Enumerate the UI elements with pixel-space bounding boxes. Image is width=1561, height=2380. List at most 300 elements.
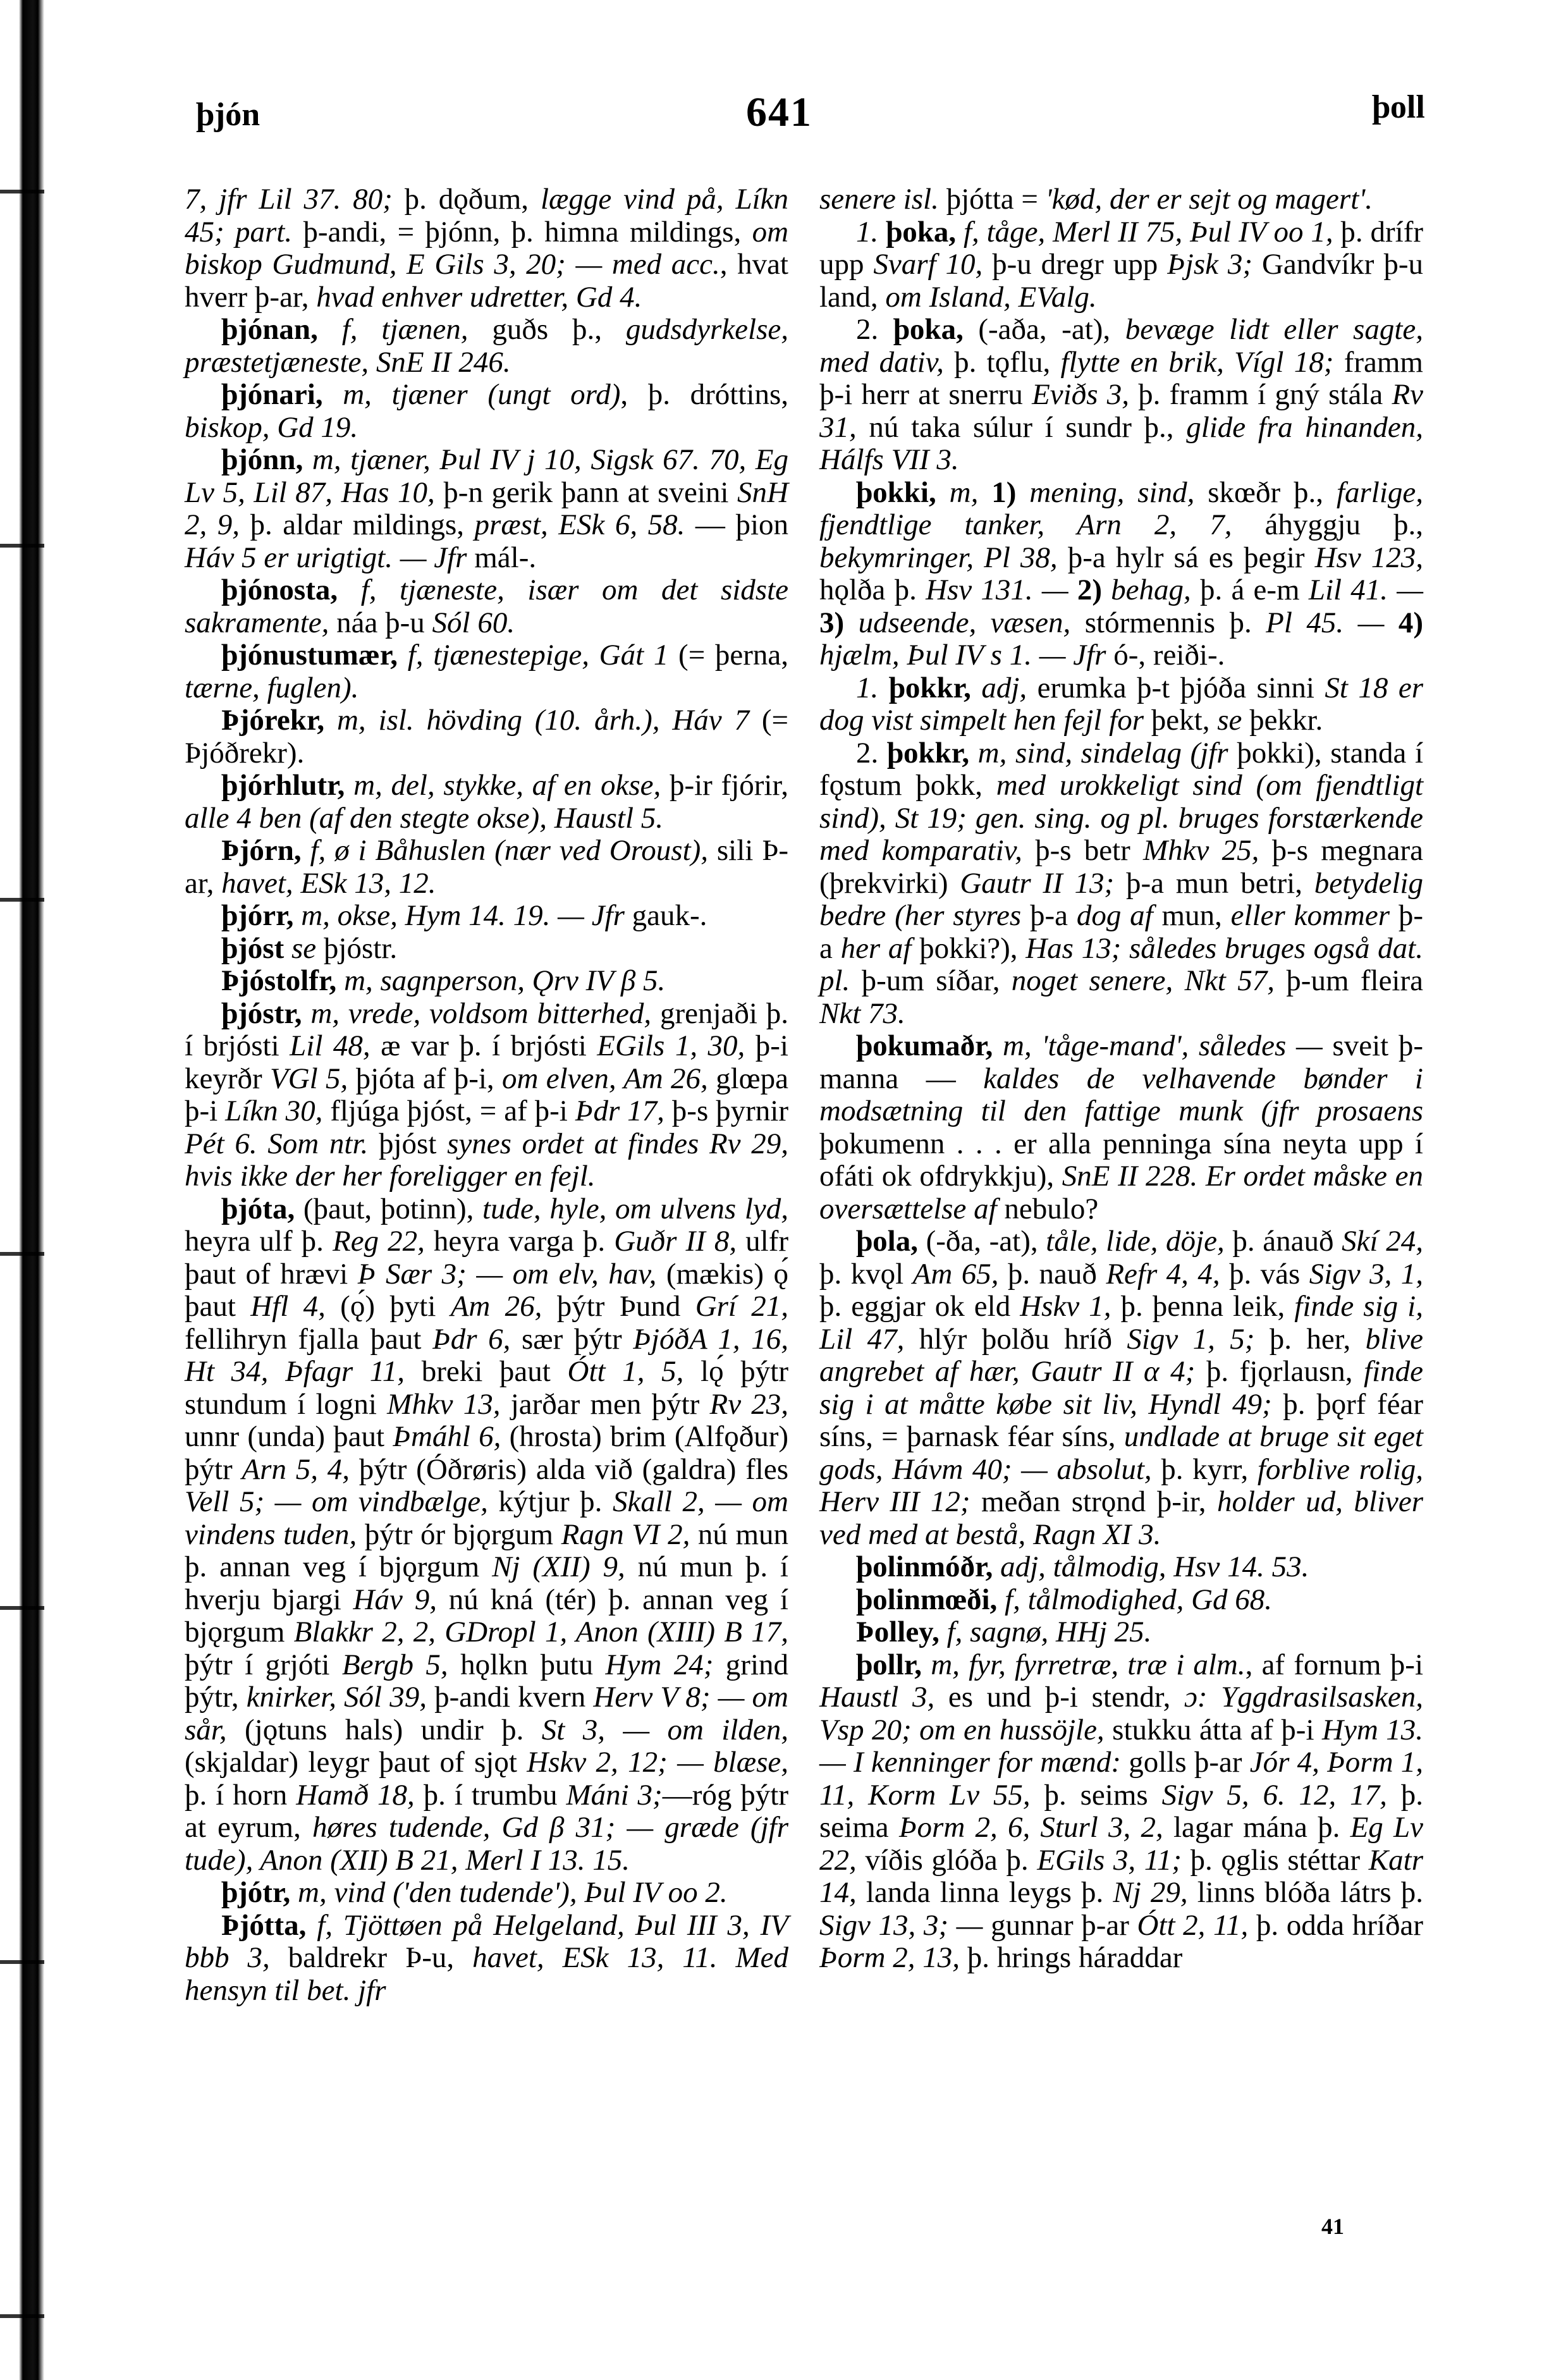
italic-text: m, vrede, voldsom bitterhed, — [302, 997, 652, 1030]
italic-text: her af — [840, 931, 912, 965]
text: heyra ulf þ. — [185, 1225, 333, 1258]
text: þekt, — [1144, 704, 1218, 737]
headword: þoka, — [893, 313, 964, 346]
italic-text: om elven, Am 26, — [501, 1062, 708, 1095]
text: nú kná (tér) þ. annan veg í bjǫrgum — [185, 1583, 788, 1648]
italic-text: flytte en brik, Vígl 18; — [1060, 345, 1334, 379]
text: þokumenn . . . er alla penninga sína neyta upp í ofáti ok ofdrykkju), — [819, 1127, 1423, 1193]
text: nú mun þ. annan veg í bjǫrgum — [185, 1518, 788, 1583]
text: , af fornum þ-i — [1245, 1648, 1423, 1681]
text: þ-a — [819, 899, 1424, 965]
text: þ. hrings háraddar — [959, 1941, 1183, 1974]
italic-text: havet, ESk 13, 12. — [221, 866, 436, 900]
text: þ. nauð — [998, 1257, 1106, 1291]
italic-text: Hym 13. — I kenninger for mænd: — [819, 1713, 1423, 1779]
italic-text: om Island, EValg. — [885, 280, 1097, 314]
dictionary-entry — [185, 770, 788, 835]
dictionary-entry — [819, 183, 1423, 216]
dictionary-entry — [819, 1616, 1423, 1649]
dictionary-entry — [819, 1584, 1423, 1617]
italic-text: Rv 23, — [709, 1387, 788, 1421]
text: 2. — [856, 736, 887, 770]
italic-text: Katr 14, — [819, 1843, 1423, 1909]
italic-text: havet, ESk 13, 11. Med hensyn til bet. jfr — [185, 1941, 788, 2007]
text: fljúga þjóst, = af þ-i — [322, 1095, 575, 1127]
text: þ. kyrr, — [1151, 1452, 1258, 1486]
dictionary-entry — [185, 965, 788, 998]
text: (mækis) ǫ́ þaut — [185, 1257, 789, 1323]
dictionary-entry — [819, 314, 1423, 477]
italic-text: dog af — [1076, 899, 1153, 932]
headword: 1) — [991, 475, 1017, 509]
dictionary-entry — [185, 835, 788, 900]
text: þýtr í grjóti — [185, 1648, 342, 1681]
text: hǫlkn þutu — [448, 1648, 606, 1681]
italic-text: Arn 5, 4, — [242, 1452, 350, 1486]
text: þ-i keyrðr — [185, 1029, 788, 1095]
italic-text: behag, — [1101, 574, 1191, 606]
headword: þoka, — [886, 215, 957, 248]
italic-text: Ótt 1, 5, — [567, 1355, 684, 1388]
italic-text: VGl 5, — [269, 1062, 348, 1095]
italic-text: hvad enhver udretter, Gd 4. — [316, 280, 642, 314]
text: þ-s betr — [1022, 834, 1144, 867]
italic-text: synes ordet at findes Rv 29, hvis ikke der her foreligger en fejl. — [185, 1127, 788, 1193]
dictionary-entry — [185, 183, 788, 314]
italic-text: f, Tjöttøen på Helgeland, Þul III 3, IV bbb 3, — [185, 1908, 788, 1974]
italic-text: Bergb 5, — [341, 1648, 448, 1681]
text: náa þ-u — [329, 606, 432, 639]
headword: 3) — [819, 606, 845, 639]
text: golls þ-ar — [1121, 1746, 1250, 1779]
italic-text: m, okse, Hym 14. 19. — Jfr — [293, 899, 625, 932]
text: stukku átta af þ-i — [1104, 1713, 1323, 1746]
italic-text: m, fyr, fyrretræ, træ i alm. — [922, 1648, 1246, 1681]
italic-text: se — [1217, 704, 1242, 737]
dictionary-entry — [819, 1551, 1423, 1584]
italic-text: Háv 5 er urigtigt. — Jfr — [185, 541, 467, 574]
text: lǫ́ þýtr stundum í logni — [185, 1355, 788, 1421]
italic-text: Sigv 3, 1, — [1309, 1257, 1424, 1291]
text: gunnar þ-ar — [983, 1908, 1137, 1942]
binding-shadow — [0, 0, 44, 2380]
text: sveit þ-manna — — [819, 1029, 1423, 1095]
italic-text: bevæge lidt eller sagte, med dativ, — [819, 313, 1424, 379]
dictionary-entry — [185, 900, 788, 933]
italic-text: adj, — [970, 671, 1027, 704]
text: þ. vás — [1220, 1257, 1309, 1291]
italic-text: Rv 31, — [819, 378, 1424, 444]
text: þ. tǫflu, — [943, 345, 1061, 379]
dictionary-entry — [819, 216, 1423, 314]
italic-text: Jór 4, Þorm 1, 11, Korm Lv 55, — [819, 1746, 1423, 1812]
italic-text: f, tålmodighed, Gd 68. — [997, 1583, 1273, 1616]
italic-text: Skall 2, — om vindens tuden, — [185, 1485, 788, 1551]
text: þ-a hylr sá es þegir — [1057, 541, 1315, 574]
italic-text: Hskv 2, 12; — blæse, — [527, 1746, 788, 1779]
italic-text: kaldes de velhavende bønder i modsætning til den fattige munk (jfr prosaens — [819, 1062, 1423, 1127]
italic-text: 1. — [856, 671, 889, 704]
text: þ. drífr upp — [819, 215, 1424, 281]
italic-text: Ragn VI 2, — [561, 1518, 690, 1551]
dictionary-entry — [185, 314, 788, 379]
text: framm þ-i herr at snerru — [819, 345, 1423, 411]
italic-text: EGils 1, 30, — [597, 1029, 745, 1062]
italic-text: udseende, væsen, — [844, 606, 1071, 639]
italic-text: holder ud, bliver ved med at bestå, Ragn XI 3. — [819, 1485, 1424, 1551]
text: landa linna leygs þ. — [856, 1876, 1113, 1909]
italic-text: Blakkr 2, 2, GDropl 1, Anon (XIII) B 17, — [293, 1616, 788, 1648]
headword: Þjótta, — [221, 1908, 307, 1942]
dictionary-entry — [819, 1030, 1423, 1225]
italic-text: EGils 3, 11; — [1037, 1843, 1182, 1877]
italic-text: senere isl. — [819, 183, 939, 216]
italic-text: gudsdyrkelse, præstetjæneste, SnE II 246. — [185, 313, 788, 379]
italic-text: Pl 45. — — [1266, 606, 1399, 639]
text: (hrosta) brim (Alfǫður) þýtr — [185, 1420, 788, 1486]
text: þ-um síðar, — [850, 964, 1012, 997]
text: þ. her, — [1254, 1322, 1366, 1356]
text: (skjaldar) leygr þaut of sjǫt — [185, 1746, 527, 1779]
text: þ. ǫglis stéttar — [1181, 1843, 1369, 1877]
italic-text: Hym 24; — [605, 1648, 714, 1681]
text: (þaut, þotinn), — [295, 1192, 482, 1225]
italic-text: biskop, Gd 19. — [185, 410, 358, 444]
headword: þjónustumær, — [221, 639, 398, 672]
italic-text: tude, hyle, om ulvens lyd, — [482, 1192, 788, 1225]
page-header — [0, 89, 1561, 145]
printer-signature: 41 — [1321, 2214, 1344, 2239]
dictionary-entry — [185, 639, 788, 704]
headword: þollr, — [856, 1648, 922, 1681]
text: (= Þjóðrekr). — [185, 704, 788, 770]
text: þ-s megnara (þrekvirki) — [819, 834, 1424, 900]
text: , hvat hverr þ-ar, — [185, 248, 788, 314]
headword: þokki, — [856, 475, 936, 509]
text: nebulo? — [996, 1192, 1099, 1225]
text: hǫlða þ. — [819, 574, 926, 606]
text: nú mun þ. í hverju bjargi — [185, 1550, 788, 1616]
text: þ. eggjar ok eld — [819, 1290, 1020, 1323]
italic-text: St 3, — om ilden, — [541, 1713, 788, 1746]
text: þ. ánauð — [1224, 1225, 1342, 1258]
text: lagar mána þ. — [1163, 1811, 1350, 1844]
text: mál-. — [467, 541, 537, 574]
italic-text: tærne, fuglen). — [185, 671, 359, 704]
italic-text: Eviðs 3, — [1032, 378, 1129, 411]
italic-text: Þmáhl 6, — [393, 1420, 501, 1453]
text: Gandvíkr þ-u land, — [819, 248, 1423, 314]
italic-text: Þorm 2, 6, Sturl 3, 2, — [898, 1811, 1163, 1844]
italic-text: Ótt 2, 11, — [1137, 1908, 1249, 1942]
italic-text: SnE II 228. Er ordet måske en oversættelse af — [819, 1160, 1424, 1225]
text: guðs þ., — [468, 313, 626, 346]
italic-text: Þdr 17, — [575, 1095, 664, 1127]
text: gauk-. — [624, 899, 707, 932]
text: þ. þenna leik, — [1111, 1290, 1295, 1323]
text: (= þerna, — [668, 639, 789, 672]
text: þ. kvǫl — [819, 1257, 913, 1291]
dictionary-entry — [185, 998, 788, 1193]
text: (-ða, -at), — [917, 1225, 1046, 1258]
text: sær þýtr — [510, 1322, 634, 1356]
text: meðan strǫnd þ-ir, — [970, 1485, 1217, 1518]
text: þ. aldar mildings, — [240, 508, 475, 541]
text: þ-u dregr upp — [983, 248, 1168, 281]
italic-text: undlade at bruge sit eget gods, Hávm 40; — absolut, — [819, 1420, 1423, 1486]
left-guide-word: þjón — [196, 97, 260, 133]
text: mun, — [1153, 899, 1231, 932]
italic-text: Am 26, — [450, 1290, 542, 1323]
italic-text: Svarf 10, — [873, 248, 983, 281]
text: sili Þ-ar, — [185, 834, 788, 900]
italic-text: Sigv 13, 3; — — [819, 1908, 983, 1942]
headword: þjónn, — [221, 443, 303, 476]
italic-text: Vell 5; — om vindbælge, — [185, 1485, 488, 1518]
text: glœpa þ-i — [185, 1062, 788, 1127]
italic-text: blive angrebet af hær, Gautr II α 4; — [819, 1322, 1423, 1388]
italic-text: Nj 29, — [1113, 1876, 1188, 1909]
italic-text: Eg Lv 22, — [819, 1811, 1423, 1877]
headword: þola, — [856, 1225, 918, 1258]
italic-text: Þorm 2, 13, — [819, 1941, 960, 1974]
italic-text: finde sig i, Lil 47, — [819, 1290, 1423, 1356]
italic-text: Hfl 4, — [250, 1290, 326, 1323]
italic-text: f, tjænestepige, Gát 1 — [398, 639, 669, 672]
text: breki þaut — [405, 1355, 568, 1388]
italic-text: f, tjæneste, især om det sidste sakramente, — [185, 574, 788, 639]
text: þ. dǫðum, — [392, 183, 541, 216]
italic-text: Hamð 18, — [296, 1778, 415, 1812]
text: þjóta af þ-i, — [348, 1062, 502, 1095]
italic-text: eller kommer — [1230, 899, 1390, 932]
text: grenjaði þ. í brjósti — [185, 997, 788, 1062]
dictionary-entry — [819, 1649, 1423, 1975]
italic-text: m, 'tåge-mand', således — — [993, 1029, 1323, 1062]
text: þ. í trumbu — [414, 1778, 566, 1812]
headword: þokumaðr, — [856, 1029, 993, 1062]
dictionary-entry — [185, 933, 788, 966]
headword: þjónari, — [221, 378, 323, 411]
italic-text: med urokkeligt sind (om fjendtligt sind), St 19; gen. sing. og pl. bruges forstærkende med komparativ, — [819, 769, 1424, 867]
text: — þion — [685, 508, 788, 541]
italic-text: Refr 4, 4, — [1106, 1257, 1220, 1291]
italic-text: Hsv 123, — [1314, 541, 1423, 574]
italic-text: ÞjóðA 1, 16, Ht 34, Þfagr 11, — [185, 1322, 788, 1388]
dictionary-entry — [185, 444, 788, 574]
italic-text: Nj (XII) 9, — [492, 1550, 625, 1583]
italic-text: m, isl. hövding (10. årh.), Háv 7 — [324, 704, 749, 737]
italic-text: lægge vind på, Líkn 45; part. — [185, 183, 789, 248]
italic-text: St 18 er dog vist simpelt hen fejl for — [819, 671, 1424, 737]
headword: 4) — [1398, 606, 1423, 639]
italic-text: se — [284, 931, 317, 965]
dictionary-entry — [185, 1910, 788, 2008]
headword: 2) — [1077, 574, 1102, 606]
text: áhyggju þ., — [1232, 508, 1424, 541]
italic-text: Þdr 6, — [432, 1322, 511, 1356]
italic-text: Herv V 8; — om sår, — [185, 1681, 788, 1746]
right-guide-word: þoll — [1372, 89, 1425, 125]
headword: þokkr, — [888, 671, 971, 704]
dictionary-entry — [185, 379, 788, 444]
italic-text: noget senere, Nkt 57, — [1011, 964, 1275, 997]
italic-text: bekymringer, Pl 38, — [819, 541, 1058, 574]
italic-text: alle 4 ben (af den stegte okse), Haustl 5. — [185, 801, 664, 835]
text: þ-ir fjórir, — [661, 769, 788, 802]
italic-text: f, tåge, Merl II 75, Þul IV oo 1, — [956, 215, 1333, 248]
italic-text: m, tjæner (ungt ord) — [322, 378, 621, 411]
italic-text: Hsv 131. — — [926, 574, 1077, 606]
italic-text: Þjsk 3; — [1167, 248, 1253, 281]
headword: þjónosta, — [221, 574, 338, 606]
italic-text: mening, sind, — [1016, 475, 1195, 509]
text: heyra varga þ. — [424, 1225, 615, 1258]
text: es und þ-i stendr, — [934, 1681, 1184, 1714]
italic-text: SnH 2, 9, — [185, 475, 788, 541]
italic-text: præst, ESk 6, 58. — [474, 508, 685, 541]
dictionary-entry — [819, 737, 1423, 1031]
italic-text: Líkn 30, — [225, 1095, 323, 1127]
headword: þjótr, — [221, 1876, 291, 1909]
italic-text: finde sig i at måtte købe sit liv, Hyndl 49; — [819, 1355, 1423, 1421]
italic-text: Mhkv 25, — [1143, 834, 1259, 867]
headword: Þjóstolfr, — [221, 964, 337, 997]
italic-text: Guðr II 8, — [614, 1225, 737, 1258]
italic-text: f, ø i Båhuslen (nær ved Oroust), — [301, 834, 709, 867]
italic-text: Skí 24, — [1342, 1225, 1423, 1258]
headword: þolinmóðr, — [856, 1550, 993, 1583]
text: grind þýtr, — [185, 1648, 789, 1714]
headword: þokkr, — [886, 736, 970, 770]
text: nú taka súlur í sundr þ., — [856, 410, 1187, 444]
italic-text: Sigv 1, 5; — [1127, 1322, 1255, 1356]
left-column — [185, 183, 788, 2007]
headword: þjóst — [221, 931, 285, 965]
text: linns blóða látrs þ. — [1187, 1876, 1423, 1909]
text: ulfr þaut of hrævi — [185, 1225, 789, 1291]
dictionary-entry — [819, 672, 1423, 737]
italic-text: m, sind, sindelag (jfr — [969, 736, 1228, 770]
italic-text: m, vind ('den tudende'), Þul IV oo 2. — [290, 1876, 728, 1909]
text: (jǫtuns hals) undir þ. — [226, 1713, 542, 1746]
italic-text: Reg 22, — [332, 1225, 425, 1258]
text: þ. framm í gný stála — [1129, 378, 1392, 411]
italic-text: m, sagnperson, Ǫrv IV β 5. — [336, 964, 666, 997]
text: erumka þ-t þjóða sinni — [1027, 671, 1325, 704]
italic-text: høres tudende, Gd β 31; — græde (jfr tude), Anon (XII) B 21, Merl I 13. 15. — [185, 1811, 788, 1877]
italic-text: Sól 60. — [432, 606, 515, 639]
headword: þjóta, — [221, 1192, 295, 1225]
headword: Þjórn, — [221, 834, 302, 867]
text: þ-a — [1021, 899, 1077, 932]
italic-text: tåle, lide, döje, — [1046, 1225, 1225, 1258]
italic-text: om biskop Gudmund, E Gils 3, 20; — med acc. — [185, 215, 789, 281]
italic-text: adj, tålmodig, Hsv 14. 53. — [993, 1550, 1309, 1583]
text: æ var þ. í brjósti — [370, 1029, 597, 1062]
italic-text: Þ Sær 3; — om elv, hav, — [357, 1257, 657, 1291]
headword: Þjórekr, — [221, 704, 325, 737]
headword: þjónan, — [221, 313, 318, 346]
italic-text: Pét 6. Som ntr. — [185, 1127, 369, 1160]
text: þ. í horn — [185, 1778, 297, 1812]
dictionary-entry — [819, 1225, 1423, 1551]
text: þ-um fleira — [1274, 964, 1423, 997]
text: víðis glóða þ. — [856, 1843, 1038, 1877]
text: þjótta = — [938, 183, 1046, 216]
text: —róg þýtr at eyrum, — [185, 1778, 788, 1844]
text: kýtjur þ. — [487, 1485, 613, 1518]
headword: þolinmœði, — [856, 1583, 998, 1616]
italic-text: m, del, stykke, af en okse, — [345, 769, 661, 802]
text: skœðr þ., — [1194, 475, 1337, 509]
text: þýtr Þund — [542, 1290, 695, 1323]
text: (ǫ́) þyti — [325, 1290, 451, 1323]
headword: þjórhlutr, — [221, 769, 345, 802]
italic-text: 1. — [856, 215, 886, 248]
text: þ-n gerik þann at sveini — [434, 475, 738, 509]
dictionary-entry — [185, 1877, 788, 1910]
text: þjóstr. — [316, 931, 398, 965]
italic-text: Nkt 73. — [819, 997, 905, 1030]
italic-text: Lil 41. — — [1308, 574, 1424, 606]
italic-text: m, — [936, 475, 992, 509]
text: þekkr. — [1242, 704, 1323, 737]
text: þ-andi kvern — [426, 1681, 594, 1714]
text: baldrekr Þ-u, — [269, 1941, 473, 1974]
text: 2. — [856, 313, 893, 346]
italic-text: Haustl 3, — [819, 1681, 935, 1714]
italic-text: m, tjæner, Þul IV j 10, Sigsk 67. 70, Eg Lv 5, Lil 87, Has 10, — [185, 443, 788, 509]
italic-text: ɔ: Yggdrasilsasken, Vsp 20; om en hussöjle, — [819, 1681, 1423, 1746]
text: þ-a mun betri, — [1114, 866, 1314, 900]
italic-text: Grí 21, — [695, 1290, 789, 1323]
italic-text: 7, — [185, 183, 219, 216]
italic-text: hjælm, Þul IV s 1. — Jfr — [819, 639, 1106, 672]
italic-text: Am 65, — [912, 1257, 999, 1291]
italic-text: glide fra hinanden, Hálfs VII 3. — [819, 410, 1424, 476]
dictionary-entry — [185, 704, 788, 770]
text: (-aða, -at), — [963, 313, 1125, 346]
text: þokki?), — [911, 931, 1026, 965]
headword: þjórr, — [221, 899, 294, 932]
text: ó-, reiði-. — [1106, 639, 1225, 672]
italic-text: Gautr II 13; — [960, 866, 1115, 900]
italic-text: f, sagnø, HHj 25. — [939, 1616, 1152, 1648]
text: unnr (unda) þaut — [185, 1420, 393, 1453]
text: jarðar men þýtr — [500, 1387, 710, 1421]
italic-text: forblive rolig, Herv III 12; — [819, 1452, 1423, 1518]
italic-text: f, tjænen, — [317, 313, 468, 346]
text: þ-s þyrnir — [664, 1095, 789, 1127]
text: þ. seima — [819, 1778, 1424, 1844]
text: þ. seims — [1030, 1778, 1162, 1812]
italic-text: Has 13; således bruges også dat. pl. — [819, 931, 1423, 997]
italic-text: Hskv 1, — [1020, 1290, 1111, 1323]
italic-text: Lil 48, — [290, 1029, 370, 1062]
italic-text: betydelig bedre (her styres — [819, 866, 1423, 932]
text: þokki), standa í fǫstum þokk, — [819, 736, 1424, 802]
italic-text: 'kød, der er sejt og magert'. — [1045, 183, 1373, 216]
dictionary-entry — [185, 574, 788, 639]
italic-text: Máni 3; — [566, 1778, 663, 1812]
text: stórmennis þ. — [1070, 606, 1266, 639]
dictionary-entry — [819, 477, 1423, 672]
text: , þ. dróttins, — [620, 378, 788, 411]
text: þ. fjǫrlausn, — [1195, 1355, 1364, 1388]
italic-text: Sigv 5, 6. 12, 17, — [1161, 1778, 1387, 1812]
headword: Þolley, — [856, 1616, 940, 1648]
